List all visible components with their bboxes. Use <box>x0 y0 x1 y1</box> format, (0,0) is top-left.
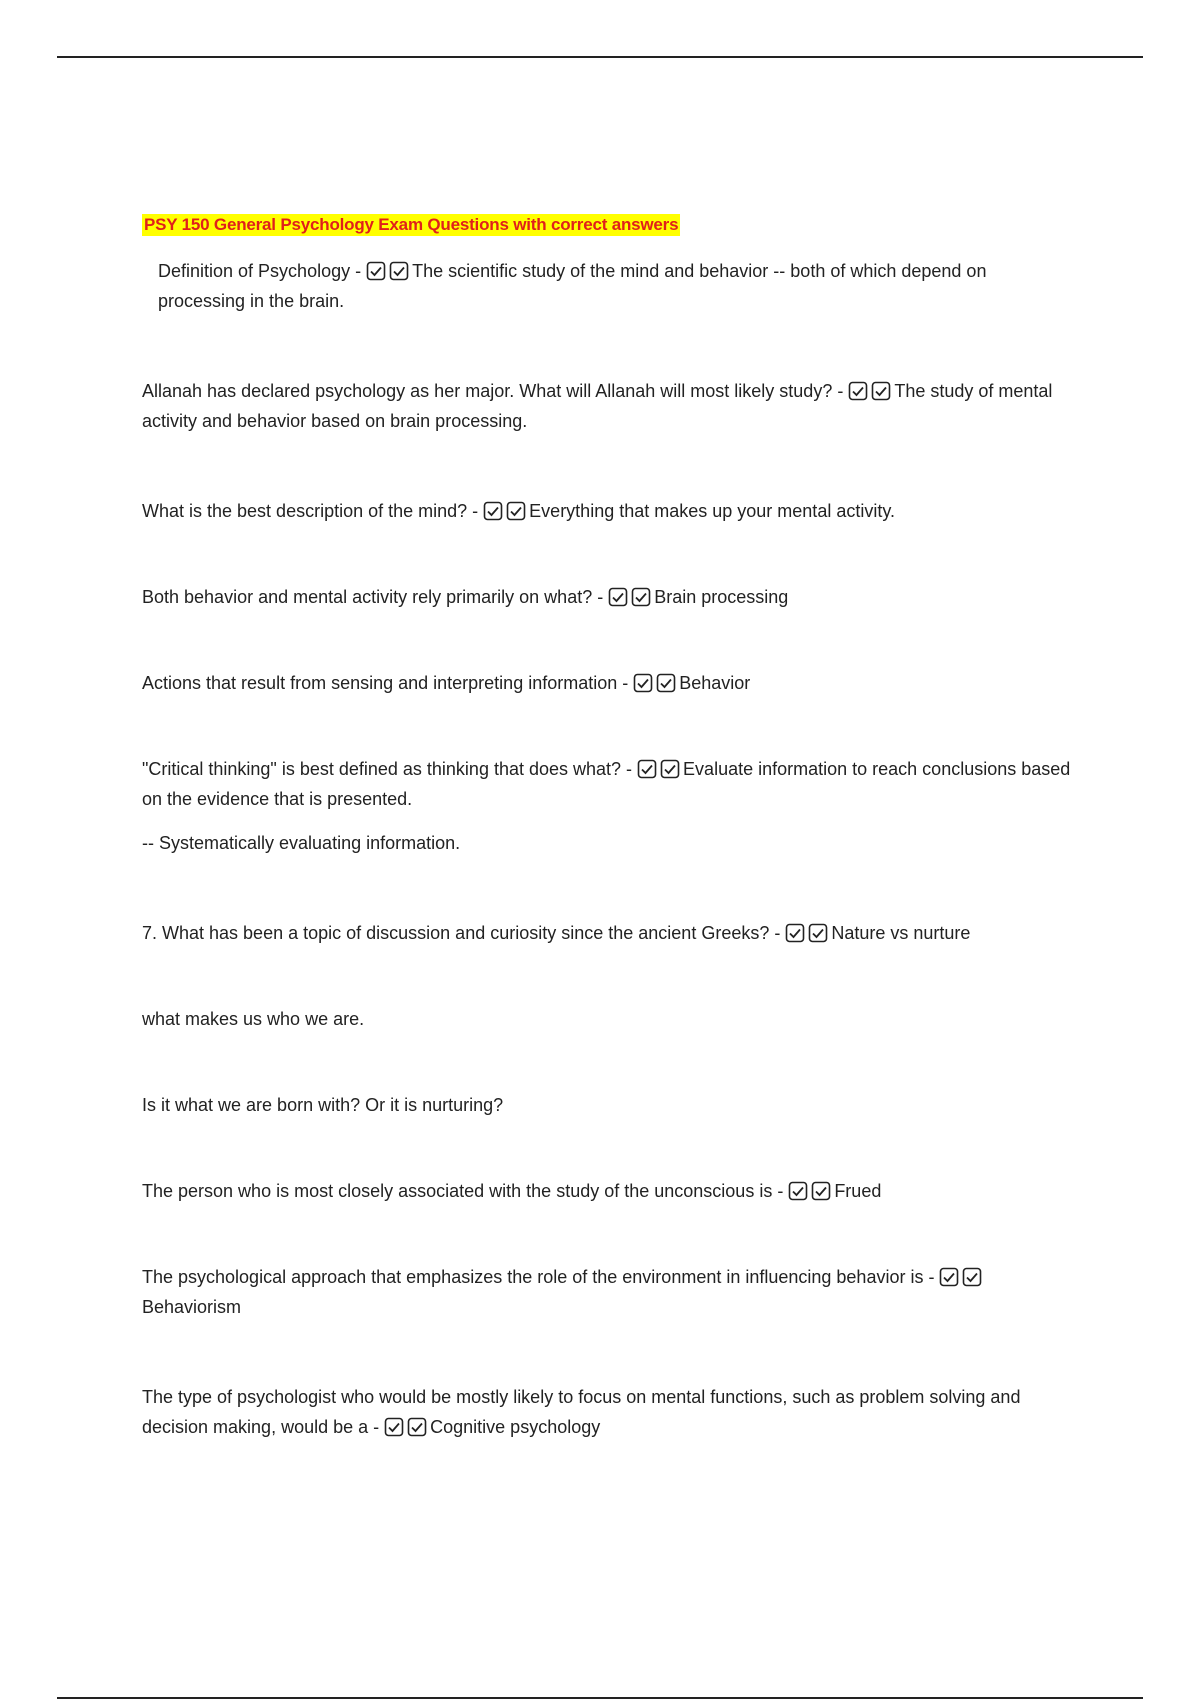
answer-text: The scientific study of the mind and behavior -- both of which depend on processing in the brain. <box>158 261 987 311</box>
answer-text: Behaviorism <box>142 1297 242 1317</box>
answer-text: Evaluate information to reach conclusions based on the evidence that is presented. <box>142 759 1071 809</box>
qa-item-5 <box>142 668 1072 698</box>
question-text: The psychological approach that emphasizes the role of the environment in influencing behavior is - <box>142 1267 940 1287</box>
answer-text: Everything that makes up your mental activity. <box>529 501 895 521</box>
checked-box-icon <box>384 1417 404 1437</box>
answer-text: Behavior <box>679 673 751 693</box>
question-text: Definition of Psychology - <box>158 261 367 281</box>
qa-item-7-extra-2: Is it what we are born with? Or it is nurturing? <box>142 1095 504 1115</box>
checked-box-icon <box>389 261 409 281</box>
question-text: The type of psychologist who would be mostly likely to focus on mental functions, such as problem solving and decision making, would be a - <box>142 1387 1021 1437</box>
checked-box-icon <box>656 673 676 693</box>
answer-text: The study of mental activity and behavior based on brain processing. <box>142 381 1053 431</box>
checked-box-icon <box>962 1267 982 1287</box>
checked-box-icon <box>871 381 891 401</box>
question-text: The person who is most closely associated with the study of the unconscious is - <box>142 1181 789 1201</box>
qa-item-10 <box>142 1382 1072 1442</box>
document-body <box>142 214 1072 1442</box>
checked-box-icon <box>483 501 503 521</box>
answer-text: Nature vs nurture <box>831 923 971 943</box>
checked-box-icon <box>785 923 805 943</box>
checked-box-icon <box>506 501 526 521</box>
qa-item-1 <box>142 256 1072 316</box>
checked-box-icon <box>848 381 868 401</box>
question-text: What is the best description of the mind? - <box>142 501 484 521</box>
question-text: Actions that result from sensing and interpreting information - <box>142 673 634 693</box>
qa-item-7 <box>142 918 1072 948</box>
qa-item-6-extra: -- Systematically evaluating information. <box>142 833 461 853</box>
qa-item-3 <box>142 496 1072 526</box>
qa-item-9 <box>142 1262 1072 1322</box>
checked-box-icon <box>366 261 386 281</box>
checked-box-icon <box>939 1267 959 1287</box>
checked-box-icon <box>633 673 653 693</box>
checked-box-icon <box>811 1181 831 1201</box>
question-text: "Critical thinking" is best defined as thinking that does what? - <box>142 759 638 779</box>
answer-text: Brain processing <box>654 587 789 607</box>
qa-item-2 <box>142 376 1072 436</box>
qa-item-7-extra-1: what makes us who we are. <box>142 1009 365 1029</box>
question-text: Allanah has declared psychology as her major. What will Allanah will most likely study? - <box>142 381 849 401</box>
qa-item-6 <box>142 754 1072 814</box>
checked-box-icon <box>631 587 651 607</box>
checked-box-icon <box>407 1417 427 1437</box>
question-text: 7. What has been a topic of discussion and curiosity since the ancient Greeks? - <box>142 923 786 943</box>
answer-text: Cognitive psychology <box>430 1417 601 1437</box>
checked-box-icon <box>637 759 657 779</box>
question-text: Both behavior and mental activity rely primarily on what? - <box>142 587 609 607</box>
qa-item-4 <box>142 582 1072 612</box>
checked-box-icon <box>808 923 828 943</box>
qa-item-8 <box>142 1176 1072 1206</box>
header-rule <box>57 56 1143 58</box>
footer-rule <box>57 1697 1143 1699</box>
answer-text: Frued <box>834 1181 882 1201</box>
checked-box-icon <box>660 759 680 779</box>
document-title: PSY 150 General Psychology Exam Questions with correct answers <box>144 215 679 234</box>
checked-box-icon <box>608 587 628 607</box>
checked-box-icon <box>788 1181 808 1201</box>
